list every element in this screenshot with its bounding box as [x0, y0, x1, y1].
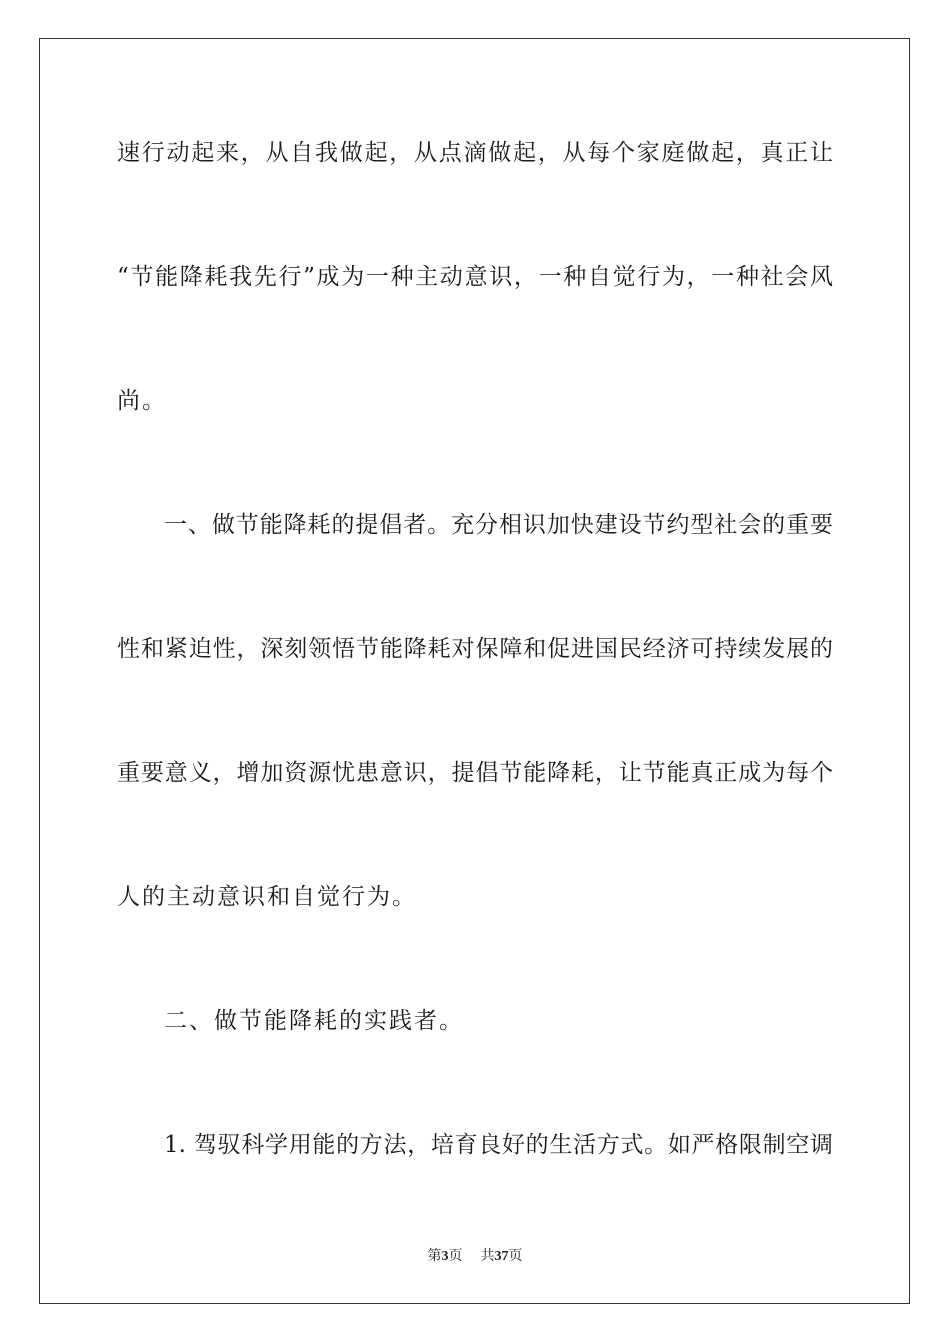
page-prefix: 第: [427, 1248, 442, 1264]
current-page-number: 3: [441, 1249, 449, 1264]
text-line: 人的主动意识和自觉行为。: [117, 884, 417, 910]
text-line: 速行动起来，从自我做起，从点滴做起，从每个家庭做起，真正让: [117, 140, 833, 166]
page-border: [39, 38, 910, 1304]
paragraph-heading-2: 二、做节能降耗的实践者。: [164, 1008, 464, 1034]
list-item-1: 1. 驾驭科学用能的方法，培育良好的生活方式。如严格限制空调: [164, 1132, 833, 1158]
total-pages-number: 37: [494, 1249, 509, 1264]
text-line: 性和紧迫性，深刻领悟节能降耗对保障和促进国民经济可持续发展的: [117, 636, 833, 662]
page-suffix: 页: [448, 1248, 463, 1264]
text-line: “节能降耗我先行”成为一种主动意识，一种自觉行为，一种社会风: [117, 264, 833, 290]
text-line: 重要意义，增加资源忧患意识，提倡节能降耗，让节能真正成为每个: [117, 760, 833, 786]
total-prefix: 共: [480, 1248, 495, 1264]
total-suffix: 页: [508, 1248, 523, 1264]
paragraph-heading-1: 一、做节能降耗的提倡者。充分相识加快建设节约型社会的重要: [164, 512, 833, 538]
text-line: 尚。: [117, 388, 167, 414]
page-footer: [0, 1247, 950, 1266]
